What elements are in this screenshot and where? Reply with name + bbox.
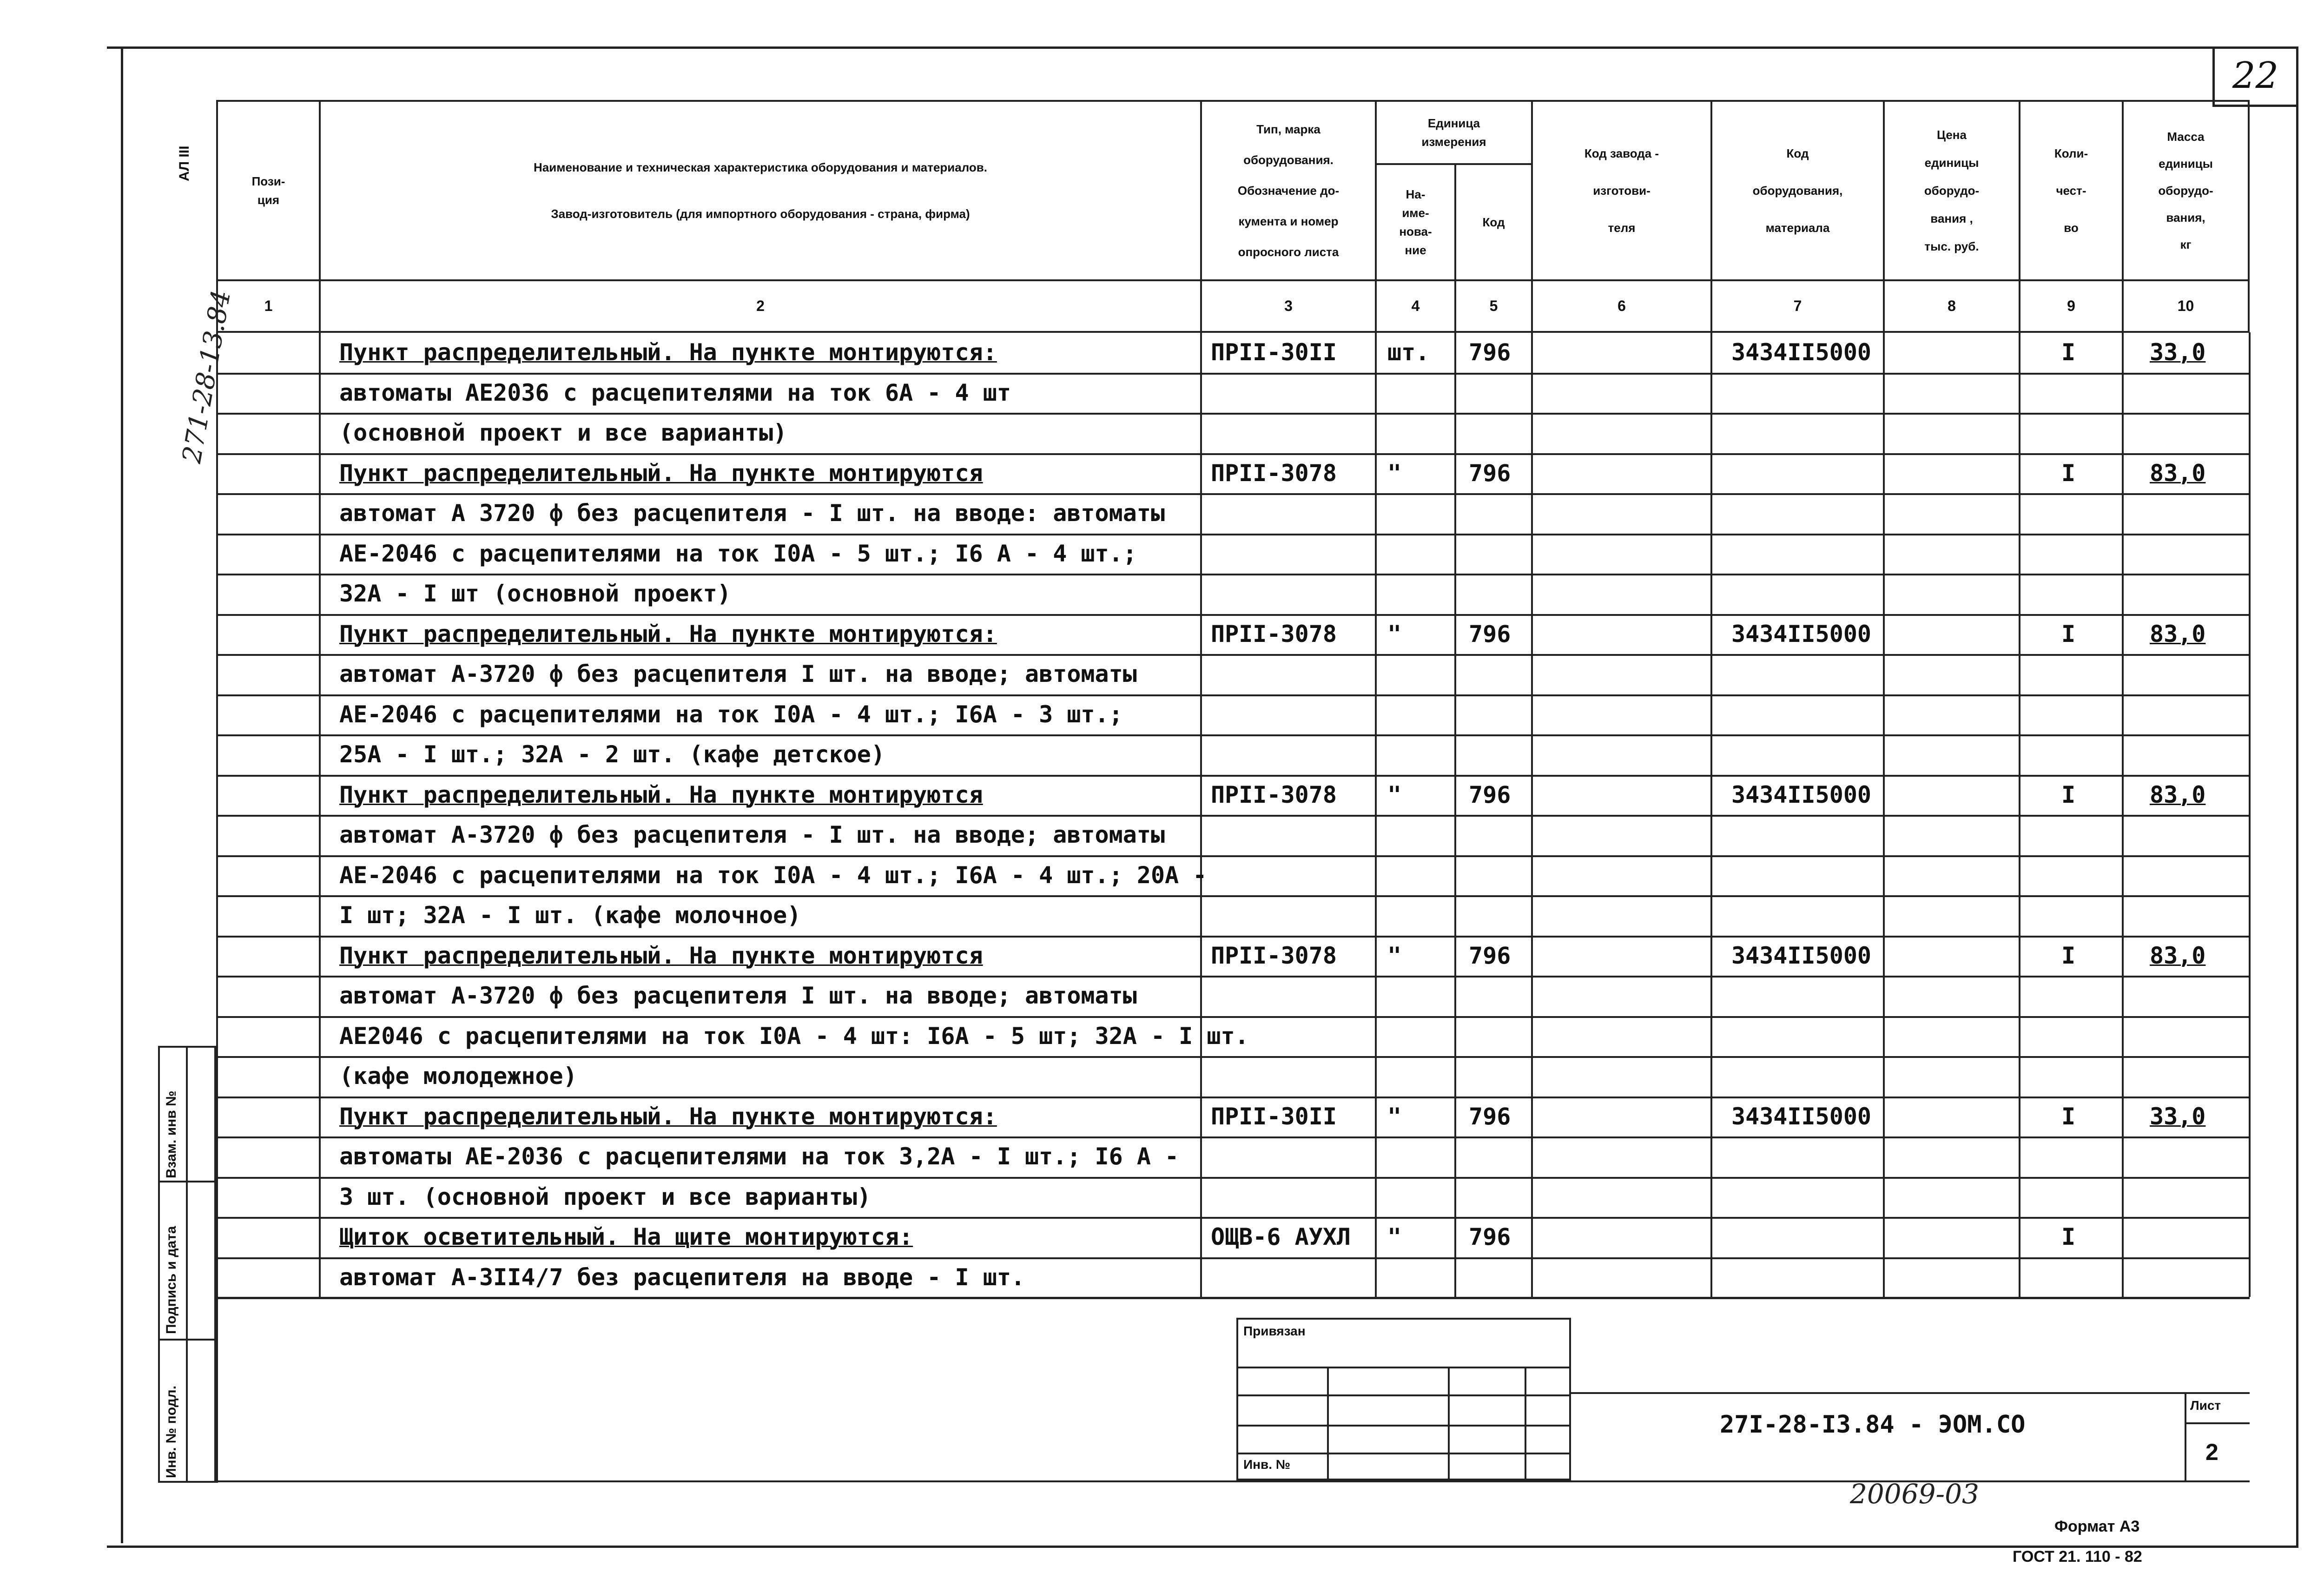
title-block-line	[2185, 1422, 2250, 1424]
row-unit: "	[1387, 620, 1402, 647]
column-number: 10	[2122, 279, 2250, 333]
row-type: ПРII-3078	[1211, 781, 1337, 808]
header-unit-name: На- име- нова- ние	[1375, 163, 1456, 281]
header-price: Цена единицы оборудо- вания , тыс. руб.	[1883, 100, 2020, 281]
row-description: 25А - I шт.; 32А - 2 шт. (кафе детское)	[339, 741, 885, 768]
row-mass: 33,0	[2150, 1103, 2206, 1130]
row-unit: "	[1387, 781, 1402, 808]
row-description: Щиток осветительный. На щите монтируются:	[339, 1223, 913, 1250]
sheet-corner-number: 22	[2212, 46, 2296, 107]
row-unit-code: 796	[1469, 1103, 1511, 1130]
side-stamp-label-vzam: Взам. инв №	[164, 1090, 179, 1178]
sheet-label: Лист	[2190, 1398, 2221, 1413]
row-description: Пункт распределительный. На пункте монтируются	[339, 459, 983, 487]
row-description: Пункт распределительный. На пункте монтируются:	[339, 620, 997, 647]
row-type: ПРII-3078	[1211, 942, 1337, 969]
header-unit-group: Единица измерения	[1375, 100, 1533, 165]
side-code-top: АЛ III	[177, 145, 192, 181]
document-code: 27I-28-I3.84 - ЭОМ.СО	[1720, 1411, 2026, 1439]
row-description: I шт; 32А - I шт. (кафе молочное)	[339, 902, 801, 929]
format-label: Формат А3	[2054, 1518, 2140, 1535]
privyazan-line	[1236, 1425, 1571, 1427]
row-unit-code: 796	[1469, 339, 1511, 366]
row-quantity: I	[2061, 339, 2076, 366]
row-type: ПРII-30II	[1211, 339, 1337, 366]
side-stamp-label-signature: Подпись и дата	[164, 1226, 179, 1334]
row-description: 32А - I шт (основной проект)	[339, 580, 731, 607]
column-number: 8	[1883, 279, 2020, 333]
row-unit-code: 796	[1469, 781, 1511, 808]
header-description: Наименование и техническая характеристика оборудования и материалов. Завод-изготовитель (для импортного оборудования - страна, фирма)	[319, 100, 1202, 281]
side-stamp-label-inv: Инв. № подл.	[164, 1385, 179, 1478]
binding-margin-line	[121, 46, 123, 1543]
privyazan-label: Привязан	[1243, 1324, 1306, 1338]
table-bottom-line	[216, 1297, 2250, 1299]
row-quantity: I	[2061, 781, 2076, 808]
row-mass: 83,0	[2150, 620, 2206, 647]
privyazan-line	[1236, 1367, 1571, 1368]
row-description: автомат А-3II4/7 без расцепителя на вводе - I шт.	[339, 1263, 1025, 1291]
row-description: автоматы АЕ-2036 с расцепителями на ток 3,2А - I шт.; I6 А -	[339, 1143, 1179, 1170]
title-block-line	[1571, 1392, 2250, 1394]
privyazan-col	[1327, 1367, 1329, 1480]
row-description: автомат А 3720 ф без расцепителя - I шт. на вводе: автоматы	[339, 500, 1165, 527]
privyazan-line	[1236, 1394, 1571, 1396]
privyazan-box	[1236, 1318, 1571, 1480]
row-description: Пункт распределительный. На пункте монтируются:	[339, 1103, 997, 1130]
row-description: автоматы АЕ2036 с расцепителями на ток 6А - 4 шт	[339, 379, 1011, 406]
row-description: Пункт распределительный. На пункте монтируются	[339, 942, 983, 969]
header-equipment-code: Код оборудования, материала	[1710, 100, 1885, 281]
row-unit: "	[1387, 942, 1402, 969]
row-unit-code: 796	[1469, 942, 1511, 969]
column-number: 6	[1531, 279, 1712, 333]
column-number: 4	[1375, 279, 1456, 333]
row-description: Пункт распределительный. На пункте монтируются:	[339, 339, 997, 366]
handwritten-archive-number: 20069-03	[1850, 1478, 1979, 1510]
row-unit: "	[1387, 1103, 1402, 1130]
row-quantity: I	[2061, 620, 2076, 647]
row-quantity: I	[2061, 1223, 2076, 1250]
row-type: ПРII-3078	[1211, 620, 1337, 647]
row-equipment-code: 3434II5000	[1731, 942, 1872, 969]
title-block-divider	[2185, 1392, 2186, 1480]
row-equipment-code: 3434II5000	[1731, 1103, 1872, 1130]
row-equipment-code: 3434II5000	[1731, 781, 1872, 808]
row-unit: шт.	[1387, 339, 1430, 366]
column-number: 3	[1200, 279, 1377, 333]
row-description: 3 шт. (основной проект и все варианты)	[339, 1183, 871, 1210]
row-type: ПРII-3078	[1211, 459, 1337, 487]
row-mass: 83,0	[2150, 459, 2206, 487]
privyazan-line	[1236, 1453, 1571, 1454]
row-mass: 33,0	[2150, 339, 2206, 366]
row-equipment-code: 3434II5000	[1731, 620, 1872, 647]
row-unit-code: 796	[1469, 459, 1511, 487]
row-description: (основной проект и все варианты)	[339, 419, 787, 446]
gost-label: ГОСТ 21. 110 - 82	[2013, 1548, 2142, 1566]
row-description: АЕ2046 с расцепителями на ток I0А - 4 шт: I6А - 5 шт; 32А - I шт.	[339, 1022, 1249, 1050]
row-type: ОЩВ-6 АУХЛ	[1211, 1223, 1351, 1250]
row-unit: "	[1387, 1223, 1402, 1250]
row-unit-code: 796	[1469, 1223, 1511, 1250]
row-mass: 83,0	[2150, 781, 2206, 808]
row-description: Пункт распределительный. На пункте монтируются	[339, 781, 983, 808]
column-number: 7	[1710, 279, 1885, 333]
side-handwritten-code: 271-28-13.84	[177, 288, 237, 466]
row-description: (кафе молодежное)	[339, 1063, 577, 1090]
row-unit-code: 796	[1469, 620, 1511, 647]
header-position: Пози- ция	[216, 100, 321, 281]
sheet-number: 2	[2205, 1439, 2218, 1465]
header-factory-code: Код завода - изготови- теля	[1531, 100, 1712, 281]
header-quantity: Коли- чест- во	[2019, 100, 2124, 281]
header-unit-code: Код	[1454, 163, 1533, 281]
row-description: АЕ-2046 с расцепителями на ток I0А - 5 шт.; I6 А - 4 шт.;	[339, 540, 1137, 567]
row-unit: "	[1387, 459, 1402, 487]
row-type: ПРII-30II	[1211, 1103, 1337, 1130]
row-description: автомат А-3720 ф без расцепителя I шт. на вводе; автоматы	[339, 661, 1137, 687]
stamp-left-edge	[216, 1297, 218, 1483]
column-number: 1	[216, 279, 321, 333]
row-quantity: I	[2061, 459, 2076, 487]
privyazan-col	[1525, 1367, 1526, 1480]
header-mass: Масса единицы оборудо- вания, кг	[2122, 100, 2250, 281]
row-mass: 83,0	[2150, 942, 2206, 969]
inv-number-label: Инв. №	[1243, 1457, 1291, 1472]
row-description: автомат А-3720 ф без расцепителя - I шт. на вводе; автоматы	[339, 821, 1165, 848]
row-equipment-code: 3434II5000	[1731, 339, 1872, 366]
row-description: АЕ-2046 с расцепителями на ток I0А - 4 шт.; I6А - 3 шт.;	[339, 700, 1123, 728]
header-type: Тип, марка оборудования. Обозначение до- кумента и номер опросного листа	[1200, 100, 1377, 281]
column-number: 2	[319, 279, 1202, 333]
column-number: 9	[2019, 279, 2124, 333]
row-quantity: I	[2061, 1103, 2076, 1130]
privyazan-col	[1448, 1367, 1450, 1480]
row-description: автомат А-3720 ф без расцепителя I шт. на вводе; автоматы	[339, 982, 1137, 1009]
row-quantity: I	[2061, 942, 2076, 969]
side-stamp-divider	[186, 1046, 188, 1483]
row-description: АЕ-2046 с расцепителями на ток I0А - 4 шт.; I6А - 4 шт.; 20А -	[339, 861, 1207, 889]
column-number: 5	[1454, 279, 1533, 333]
